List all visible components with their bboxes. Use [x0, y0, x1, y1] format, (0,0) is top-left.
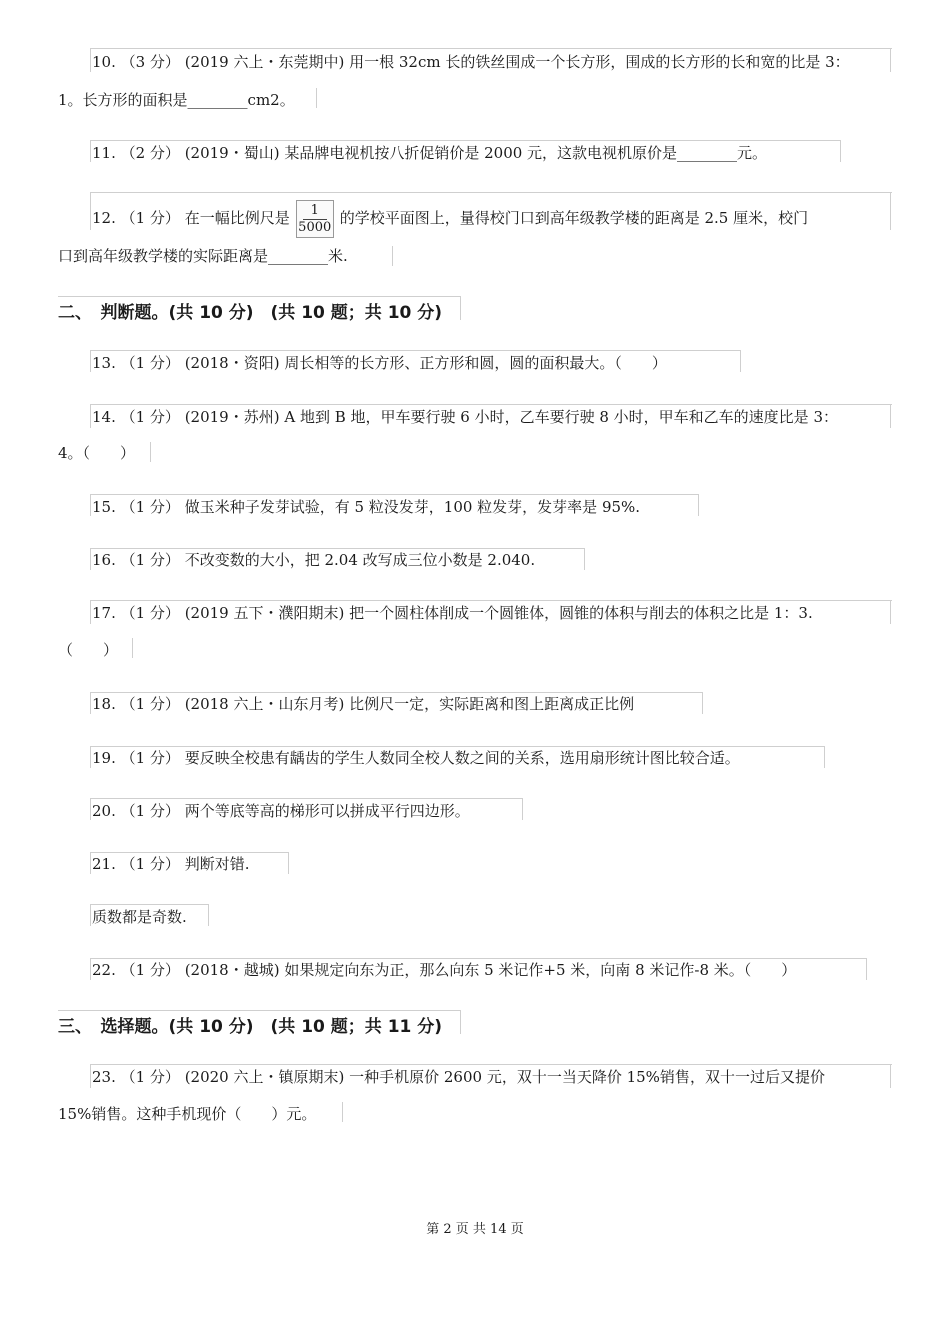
question-14-line-2: 4。（ ） — [58, 444, 136, 462]
question-17-line-2: （ ） — [58, 641, 119, 659]
question-18: 18. （1 分） (2018 六上・山东月考) 比例尺一定，实际距离和图上距离成正比例 — [92, 695, 635, 713]
section-3-heading: 三、 选择题。(共 10 分) (共 10 题；共 11 分) — [58, 1017, 443, 1037]
question-11: 11. （2 分） (2019・蜀山) 某品牌电视机按八折促销价是 2000 元，这款电视机原价是________元。 — [92, 144, 768, 162]
question-15: 15. （1 分） 做玉米种子发芽试验，有 5 粒没发芽，100 粒发芽，发芽率是 95%. — [92, 498, 641, 516]
question-10-line-1: 10. （3 分） (2019 六上・东莞期中) 用一根 32cm 长的铁丝围成一个长方形，围成的长方形的长和宽的比是 3： — [92, 53, 850, 71]
question-23-line-1: 23. （1 分） (2020 六上・镇原期末) 一种手机原价 2600 元，双十一当天降价 15%销售，双十一过后又提价 — [92, 1068, 825, 1086]
question-19: 19. （1 分） 要反映全校患有龋齿的学生人数同全校人数之间的关系，选用扇形统计图比较合适。 — [92, 749, 740, 767]
section-2-heading: 二、 判断题。(共 10 分) (共 10 题；共 10 分) — [58, 303, 443, 323]
question-16: 16. （1 分） 不改变数的大小，把 2.04 改写成三位小数是 2.040. — [92, 551, 536, 569]
question-17-line-1: 17. （1 分） (2019 五下・濮阳期末) 把一个圆柱体削成一个圆锥体，圆锥的体积与削去的体积之比是 1：3. — [92, 604, 813, 622]
fraction-denominator: 5000 — [298, 220, 332, 235]
question-21: 21. （1 分） 判断对错. — [92, 855, 250, 873]
question-14-line-1: 14. （1 分） (2019・苏州) A 地到 B 地，甲车要行驶 6 小时，乙车要行驶 8 小时，甲车和乙车的速度比是 3： — [92, 408, 838, 426]
question-10-line-2: 1。长方形的面积是________cm2。 — [58, 91, 295, 109]
fraction-numerator: 1 — [303, 203, 327, 220]
question-23-line-2: 15%销售。这种手机现价（ ）元。 — [58, 1105, 317, 1123]
question-22: 22. （1 分） (2018・越城) 如果规定向东为正，那么向东 5 米记作+5 米，向南 8 米记作-8 米。（ ） — [92, 961, 797, 979]
question-12-line-1 — [92, 200, 808, 238]
question-12-text-a: 12. （1 分） 在一幅比例尺是 — [92, 209, 290, 227]
page-footer: 第 2 页 共 14 页 — [426, 1222, 524, 1237]
question-21-statement: 质数都是奇数. — [92, 908, 187, 926]
question-12-text-b: 的学校平面图上，量得校门口到高年级教学楼的距离是 2.5 厘米，校门 — [339, 209, 809, 227]
question-12-line-2: 口到高年级教学楼的实际距离是________米. — [58, 247, 348, 265]
question-20: 20. （1 分） 两个等底等高的梯形可以拼成平行四边形。 — [92, 802, 470, 820]
scale-fraction-image — [296, 200, 334, 238]
question-13: 13. （1 分） (2018・资阳) 周长相等的长方形、正方形和圆，圆的面积最大。（ ） — [92, 354, 667, 372]
